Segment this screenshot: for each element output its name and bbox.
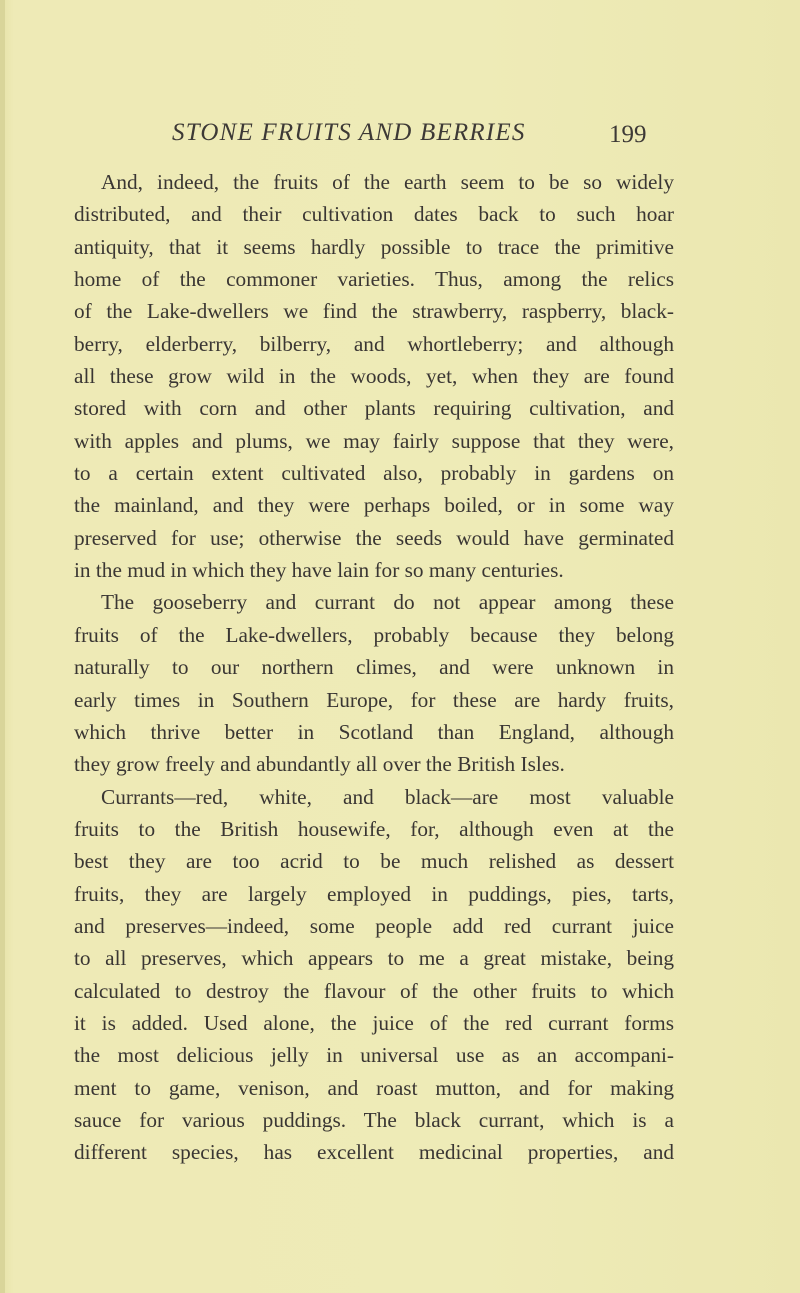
text-line: sauce for various puddings. The black currant, which is a: [74, 1107, 674, 1132]
text-line: in the mud in which they have lain for so many centuries.: [74, 558, 564, 583]
text-line: best they are too acrid to be much relished as dessert: [74, 849, 674, 874]
text-line: which thrive better in Scotland than England, although: [74, 719, 674, 744]
text-line: home of the commoner varieties. Thus, among the relics: [74, 267, 674, 292]
text-line: antiquity, that it seems hardly possible to trace the primitive: [74, 234, 674, 259]
text-line: different species, has excellent medicinal properties, and: [74, 1140, 674, 1165]
text-line: calculated to destroy the flavour of the other fruits to which: [74, 978, 674, 1003]
text-line: to all preserves, which appears to me a great mistake, being: [74, 946, 674, 971]
text-line: ment to game, venison, and roast mutton, and for making: [74, 1075, 674, 1100]
text-line: fruits to the British housewife, for, although even at the: [74, 816, 674, 841]
text-line: to a certain extent cultivated also, probably in gardens on: [74, 461, 674, 486]
text-line: distributed, and their cultivation dates back to such hoar: [74, 202, 674, 227]
text-line: Currants—red, white, and black—are most valuable: [101, 784, 674, 809]
text-line: berry, elderberry, bilberry, and whortleberry; and although: [74, 331, 674, 356]
text-line: And, indeed, the fruits of the earth seem to be so widely: [101, 170, 674, 194]
text-line: they grow freely and abundantly all over the British Isles.: [74, 752, 565, 777]
text-line: The gooseberry and currant do not appear among these: [101, 590, 674, 615]
text-line: preserved for use; otherwise the seeds would have germinated: [74, 525, 674, 550]
text-line: and preserves—indeed, some people add red currant juice: [74, 913, 674, 938]
text-line: the most delicious jelly in universal use as an accompani-: [74, 1043, 674, 1068]
text-line: all these grow wild in the woods, yet, when they are found: [74, 364, 674, 389]
text-line: the mainland, and they were perhaps boiled, or in some way: [74, 493, 674, 518]
text-line: early times in Southern Europe, for these are hardy fruits,: [74, 687, 674, 712]
text-line: stored with corn and other plants requiring cultivation, and: [74, 396, 674, 421]
text-line: fruits of the Lake-dwellers, probably because they belong: [74, 622, 674, 647]
text-line: with apples and plums, we may fairly suppose that they were,: [74, 428, 674, 453]
page-number: 199: [609, 121, 647, 148]
text-line: naturally to our northern climes, and were unknown in: [74, 655, 674, 680]
running-head-title: STONE FRUITS AND BERRIES: [172, 119, 526, 146]
text-line: of the Lake-dwellers we find the strawberry, raspberry, black-: [74, 299, 674, 324]
body-text: [74, 166, 674, 1169]
text-line: it is added. Used alone, the juice of the red currant forms: [74, 1010, 674, 1035]
running-head: [0, 119, 800, 159]
text-line: fruits, they are largely employed in puddings, pies, tarts,: [74, 881, 674, 906]
page-edge-shadow: [0, 0, 5, 1293]
